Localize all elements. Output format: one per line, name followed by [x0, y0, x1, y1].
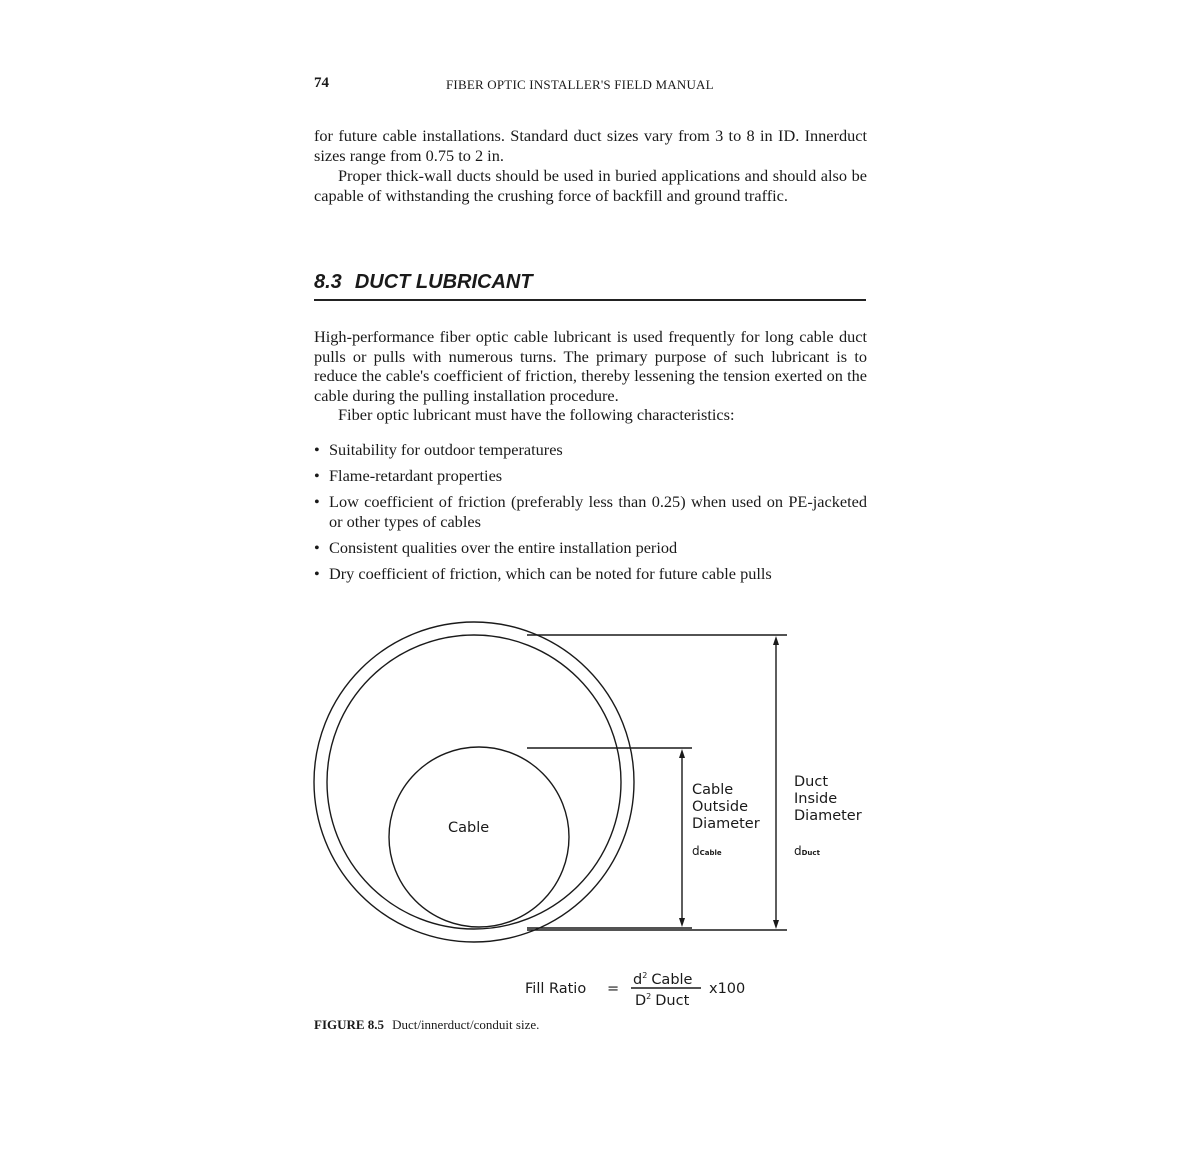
duct-outer-circle [314, 622, 634, 942]
figure-caption [314, 1017, 539, 1033]
cable-arrow-up [679, 749, 685, 758]
formula-numerator: $d^2$ Cable [633, 971, 693, 988]
bullet-icon: • [314, 492, 320, 511]
figure-label: FIGURE 8.5 [314, 1017, 385, 1032]
list-item: • Suitability for outdoor temperatures [314, 440, 563, 459]
bullet-icon: • [314, 563, 320, 583]
duct-dim-label-line-3: Diameter [794, 808, 862, 824]
duct-inner-circle [327, 635, 621, 929]
bullet-icon: • [314, 537, 320, 557]
duct-dim-label-line-2: Inside [794, 791, 838, 807]
section-paragraph-2: Fiber optic lubricant must have the following characteristics: [338, 405, 735, 424]
bullet-icon: • [314, 466, 320, 485]
cable-label: Cable [448, 820, 490, 836]
formula-multiplier: x100 [709, 981, 746, 997]
bullet-icon: • [314, 440, 320, 459]
duct-symbol: dDuct [794, 844, 820, 858]
cable-dim-label-line-2: Outside [692, 799, 748, 815]
list-item: • Low coefficient of friction (preferably less than 0.25) when used on PE-jacketed or other types of cables [314, 492, 867, 531]
duct-dim-label-line-1: Duct [794, 774, 829, 790]
list-item: • Flame-retardant properties [314, 466, 503, 485]
running-title: FIBER OPTIC INSTALLER'S FIELD MANUAL [446, 77, 714, 92]
figure-caption-text: Duct/innerduct/conduit size. [392, 1017, 540, 1032]
formula-denominator: $D^2$ Duct [635, 992, 690, 1009]
formula-lhs: Fill Ratio [525, 981, 587, 997]
intro-paragraph-1: for future cable installations. Standard duct sizes vary from 3 to 8 in ID. Innerduct sizes range from 0.75 to 2 in. [314, 126, 867, 165]
list-item: • Consistent qualities over the entire installation period [314, 537, 678, 557]
section-title: DUCT LUBRICANT [354, 271, 533, 293]
cable-arrow-down [679, 918, 685, 927]
duct-arrow-up [773, 636, 779, 645]
section-paragraph-1: High-performance fiber optic cable lubricant is used frequently for long cable duct pulls or pulls with numerous turns. The primary purpose of such lubricant is to reduce the cable's coefficient of friction, thereby lessening the tension exerted on the cable during the pulling installation procedure. [314, 327, 867, 405]
formula-equals: = [607, 981, 620, 997]
cable-circle [389, 747, 569, 927]
duct-arrow-down [773, 920, 779, 929]
list-item: • Dry coefficient of friction, which can be noted for future cable pulls [314, 563, 772, 583]
intro-paragraph-2: Proper thick-wall ducts should be used in buried applications and should also be capable of withstanding the crushing force of backfill and ground traffic. [314, 166, 867, 205]
cable-dim-label-line-1: Cable [692, 782, 734, 798]
page-number: 74 [314, 75, 329, 91]
cable-dim-label-line-3: Diameter [692, 816, 760, 832]
section-number: 8.3 [314, 271, 342, 293]
cable-symbol: dCable [692, 844, 722, 858]
